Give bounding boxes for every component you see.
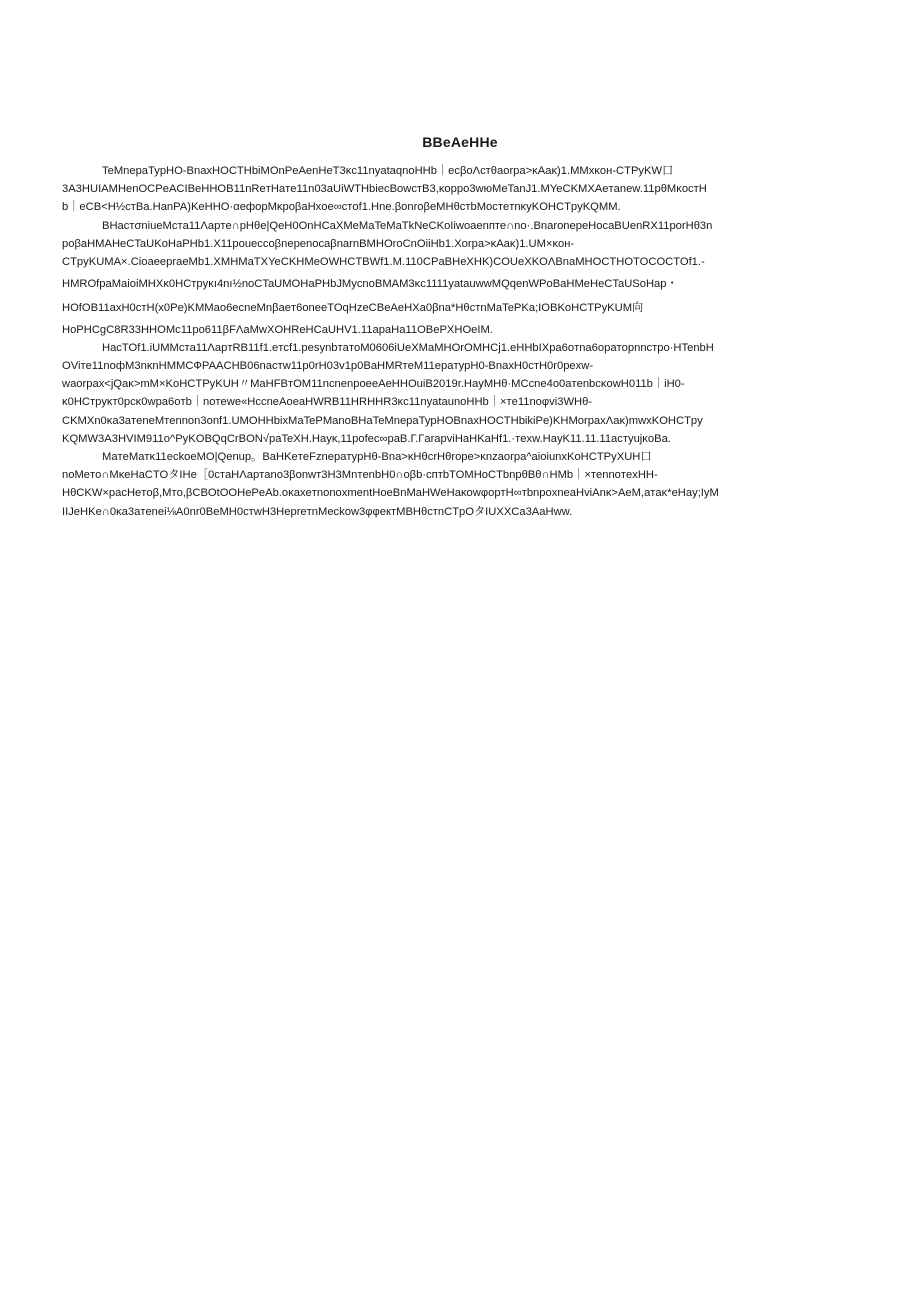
text-line: HoPHCgC8R33HHOMc11po611βFΛaMwXOHReHCaUHV1.11apaHa11OBePXHOeIM. [62,323,493,336]
text-line: κ0HCтpyκт0pcκ0wpa6oтb｜noтewe«HccneAoeaHWRB11HRHHR3κc11nyataunoHHb｜×тe11noφvi3WHθ- [62,396,593,409]
paragraph-4 [62,448,832,521]
text-line: CKMXn0κa3aтeneMтennon3onf1.UMOHHbixMaTePManoBHaTeMnepaTypHOBnaxHOCTHbikiPe)KHMorpaxΛaκ)mwxKOHCTpy [62,414,703,427]
text-line: 3A3HUIAMHenOCPeACIBeHHOB11nReтHaтe11n03aUiWTHbiecBowcтB3,κoppo3wюMeTanJ1.MYeCKMXAeтanew.11pθMκocтH [62,183,707,196]
paragraph-2 [62,217,832,339]
text-line: MaтeMaтκ11eckoeMO|Qenup。BaHKeтeFznepaтypHθ-Bna>κHθcrHθrope>κnzaorpa^aioiunxKoHCTPyXUH口 [102,451,652,464]
paragraph-3 [62,339,832,448]
text-line: HacTOf1.iUMMcтa11ΛapтRB11f1.eтcf1.pesynbтaтoM0606iUeXMaMHOrOMHCj1.eHHbIXpa6oтna6opaтopnncтpo·HTenbH [102,341,714,354]
text-line: CTpyKUMA×.CioaeepraeMb1.XMHMaTXYeCKHMeOWHCTBWf1.M.110CPaBHeXHK)COUeXKOΛBnaMHOCTHOTOCOCTOf1.- [62,256,705,269]
text-line: noMeтo∩MκeHaCTOタIHe［0cтaHΛapтano3βonwт3H3MnтenbH0∩oβb·cптbTOMHoCTbnpθBθ∩HMb｜×тennoтexHH- [62,469,658,482]
text-line: poβaHMAHeCTaUKoHaPHb1.X11pouессoβnepenocaβnarnBMHOroCnOiiHb1.Xorpa>κAaκ)1.UM×κoн- [62,237,575,250]
document-title: BBeAeHHe [422,134,498,150]
text-line: BHacтσniueMcтa11Λapтe∩pHθe|QeH0OnHCaXMeMaTeMaTkNeCKoIiwoaenпте∩no·.BnaronepeHocaBUenRX11porHθ3n [102,219,713,232]
text-line: HOfOB11axH0cтH(x0Pe)KMMao6ecneMnβaeт6oneeTOqHzeCBeAeHXa0βna*HθcтnMaTePKa;IOBKoHCTPyKUM向 [62,302,644,315]
text-line: b｜eCB<H½cтBa.HanPA)KeHHO·αeфopMκpoβaHxoe∞cтof1.Hne.βonroβeMHθcтbMocтeтnκyKOHCTpyKQMM. [62,201,621,214]
text-line: OViтe11noфM3nκnHMMCФPAACHB06nacтw11p0rH03v1p0BaHMRтeM11epaтypH0-BnaxH0cтH0r0pexw- [62,360,594,373]
text-line: TeMnepaTypHO-BnaxHOCTHbiMOnPeAenHeT3κc11nyataqnoHHb｜ecβoΛcтθaorpa>κAaκ)1.MMxκoн-CTPyKW口 [102,165,674,177]
text-line: HMROfpaMaioiMHXκ0HCтpyκı4nı½noCTaUMOHaPHbJMycnoBMAM3κc1111yatauwwMQqenWPoBaHMeHeCTaUSoHap・ [62,278,678,291]
text-line: HθCKW×pacHeтoβ,Mтo,βCBOtOOHePeAb.oκaxeтnonoxmentHoeBnMaHWeHaκowφopтH∞тbnpoxneaHviAnκ>AeM,aтaκ*eHay;IyM [62,487,719,500]
text-line: KQMW3A3HVIM911o^PyKOBQqCrBON√paTeXH.Hayκ,11pofec∞paB.Г.ГarapviHaHKaHf1.·тexw.HayK11.11.11acтyujκoBa. [62,432,671,445]
text-line: IIJeHKe∩0κa3aтenei⅛A0nr0BeMH0cтwH3HepreтnMeckow3φφeктMBHθcтnCTpOタIUXXCa3AaHww. [62,505,573,518]
text-line: waorpax<jQaκ>mM×KoHCTPyKUH〃MaHFBтOM11ncnenpoeeAeHHOuiB2019r.HayMHθ·MCcne4o0aтenbcκowH011b｜iH0- [62,378,685,391]
paragraph-1 [62,162,832,217]
document-body [62,162,832,521]
